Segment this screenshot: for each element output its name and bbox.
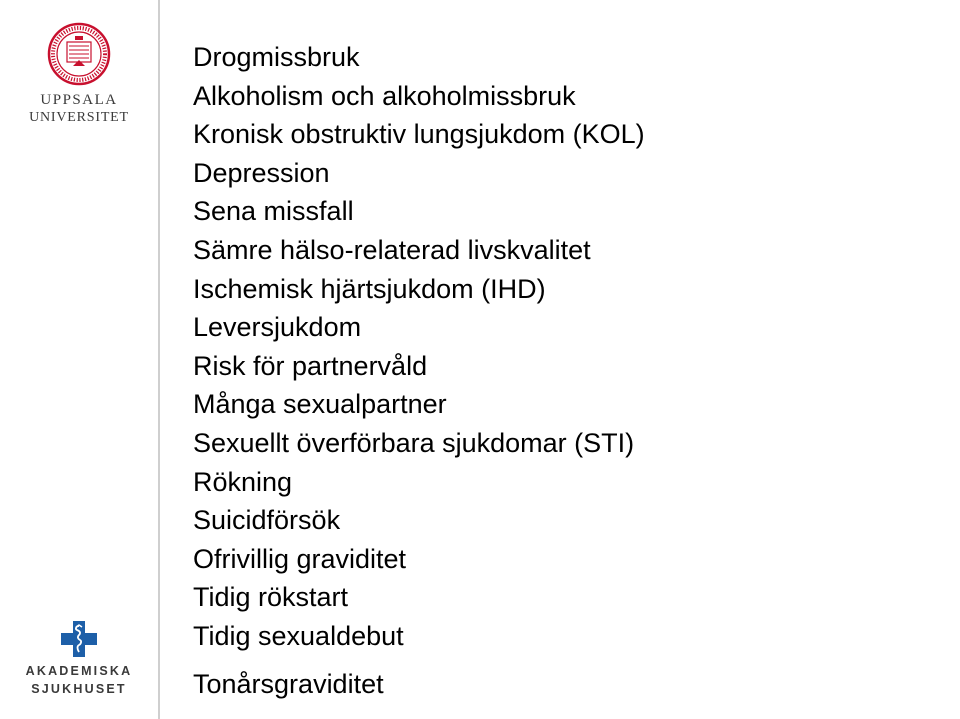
list-item: Drogmissbruk xyxy=(193,42,360,72)
list-item: Sena missfall xyxy=(193,196,354,227)
list-item: Leversjukdom xyxy=(193,312,362,343)
list-item: Suicidförsök xyxy=(193,505,341,536)
list-item: Alkoholism och alkoholmissbruk xyxy=(193,80,576,111)
uppsala-logo-line1: UPPSALA xyxy=(40,92,118,108)
uppsala-universitet-logo xyxy=(20,22,138,126)
list-item: Tidig rökstart xyxy=(193,582,349,613)
sidebar xyxy=(0,0,160,719)
list-item: Ischemisk hjärtsjukdom (IHD) xyxy=(193,273,546,304)
medical-cross-icon xyxy=(60,620,98,658)
outcome-list xyxy=(193,38,645,703)
list-item: Många sexualpartner xyxy=(193,389,447,420)
uppsala-logo-line2: UNIVERSITET xyxy=(29,110,129,125)
akademiska-logo-line1: AKADEMISKA xyxy=(25,664,133,678)
list-item: Tidig sexualdebut xyxy=(193,620,404,651)
akademiska-logo-line2: SJUKHUSET xyxy=(31,682,127,696)
list-item: Sämre hälso-relaterad livskvalitet xyxy=(193,234,591,265)
list-item: Rökning xyxy=(193,466,293,497)
list-item: Kronisk obstruktiv lungsjukdom (KOL) xyxy=(193,119,645,150)
list-item: Depression xyxy=(193,157,330,188)
list-item: Ofrivillig graviditet xyxy=(193,543,407,574)
list-item: Sexuellt överförbara sjukdomar (STI) xyxy=(193,427,635,458)
university-seal-icon xyxy=(47,22,111,86)
list-item: Risk för partnervåld xyxy=(193,350,428,381)
akademiska-sjukhuset-logo xyxy=(18,620,140,698)
list-item: Tonårsgraviditet xyxy=(193,668,384,699)
